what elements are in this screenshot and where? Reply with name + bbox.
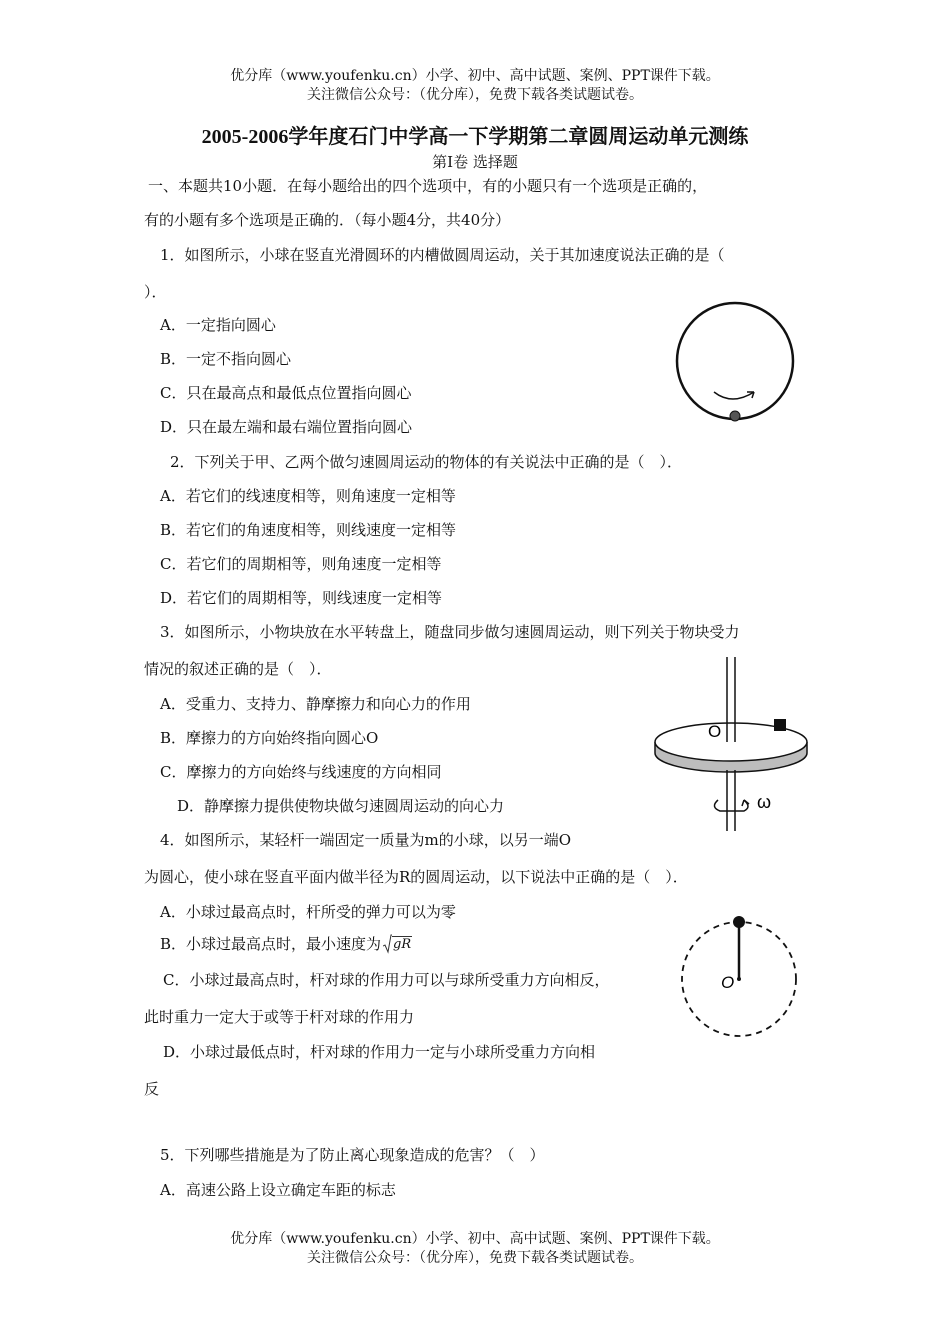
q3-option-b: B．摩擦力的方向始终指向圆心O xyxy=(160,729,379,747)
q1-stem-line-2: ）． xyxy=(144,283,167,301)
q1-option-a: A．一定指向圆心 xyxy=(160,316,276,334)
instructions-line-1: 一、本题共10小题．在每小题给出的四个选项中，有的小题只有一个选项是正确的， xyxy=(148,177,708,195)
q4-rod-figure xyxy=(678,912,802,1040)
q4-option-c-line-2: 此时重力一定大于或等于杆对球的作用力 xyxy=(144,1008,415,1026)
header-line-2: 关注微信公众号：（优分库），免费下载各类试题试卷。 xyxy=(307,87,643,103)
q1-option-b: B．一定不指向圆心 xyxy=(160,350,292,368)
q1-ring-figure xyxy=(672,300,802,430)
q5-stem: 5．下列哪些措施是为了防止离心现象造成的危害？（ ） xyxy=(160,1146,545,1164)
q3-turntable-figure xyxy=(650,655,820,833)
q4-option-b-text: B．小球过最高点时，最小速度为 xyxy=(160,935,382,953)
q4-sqrt-radicand: gR xyxy=(393,937,412,952)
q2-option-b: B．若它们的角速度相等，则线速度一定相等 xyxy=(160,521,457,539)
q4-option-d-line-1: D．小球过最低点时，杆对球的作用力一定与小球所受重力方向相 xyxy=(163,1043,596,1061)
q5-option-a: A．高速公路上设立确定车距的标志 xyxy=(160,1181,396,1199)
page-title: 2005-2006学年度石门中学高一下学期第二章圆周运动单元测练 xyxy=(201,126,749,148)
q3-option-d: D．静摩擦力提供使物块做匀速圆周运动的向心力 xyxy=(177,797,505,815)
q1-option-c: C．只在最高点和最低点位置指向圆心 xyxy=(160,384,412,402)
instructions-line-2: 有的小题有多个选项是正确的．（每小题4分，共40分） xyxy=(144,211,511,229)
q4-center-label: O xyxy=(721,973,735,992)
q3-option-c: C．摩擦力的方向始终与线速度的方向相同 xyxy=(160,763,442,781)
q2-option-c: C．若它们的周期相等，则角速度一定相等 xyxy=(160,555,442,573)
q3-stem-line-2: 情况的叙述正确的是（ ）． xyxy=(144,660,332,678)
q2-stem: 2．下列关于甲、乙两个做匀速圆周运动的物体的有关说法中正确的是（ ）． xyxy=(170,453,683,471)
q4-option-b xyxy=(160,934,412,955)
footer-line-1: 优分库（www.youfenku.cn）小学、初中、高中试题、案例、PPT课件下载。 xyxy=(230,1231,720,1247)
q1-option-d: D．只在最左端和最右端位置指向圆心 xyxy=(160,418,413,436)
q4-stem-line-1: 4．如图所示，某轻杆一端固定一质量为m的小球，以另一端O xyxy=(160,831,572,849)
q2-option-d: D．若它们的周期相等，则线速度一定相等 xyxy=(160,589,443,607)
q3-option-a: A．受重力、支持力、静摩擦力和向心力的作用 xyxy=(160,695,471,713)
q4-stem-line-2: 为圆心，使小球在竖直平面内做半径为R的圆周运动，以下说法中正确的是（ ）． xyxy=(144,868,688,886)
q3-omega-label: ω xyxy=(757,792,772,812)
footer-line-2: 关注微信公众号：（优分库），免费下载各类试题试卷。 xyxy=(307,1250,643,1266)
section-subtitle: 第Ⅰ卷 选择题 xyxy=(432,153,518,171)
q2-option-a: A．若它们的线速度相等，则角速度一定相等 xyxy=(160,487,456,505)
q3-center-label: O xyxy=(708,722,722,741)
q3-stem-line-1: 3．如图所示，小物块放在水平转盘上，随盘同步做匀速圆周运动，则下列关于物块受力 xyxy=(160,623,740,641)
q4-sqrt-formula xyxy=(383,935,412,955)
q4-option-d-line-2: 反 xyxy=(144,1080,160,1098)
q4-option-c-line-1: C．小球过最高点时，杆对球的作用力可以与球所受重力方向相反， xyxy=(163,971,610,989)
header-line-1: 优分库（www.youfenku.cn）小学、初中、高中试题、案例、PPT课件下载。 xyxy=(230,68,720,84)
q4-option-a: A．小球过最高点时，杆所受的弹力可以为零 xyxy=(160,903,456,921)
q1-stem-line-1: 1．如图所示，小球在竖直光滑圆环的内槽做圆周运动，关于其加速度说法正确的是（ xyxy=(160,246,725,264)
q3-block xyxy=(774,719,786,731)
